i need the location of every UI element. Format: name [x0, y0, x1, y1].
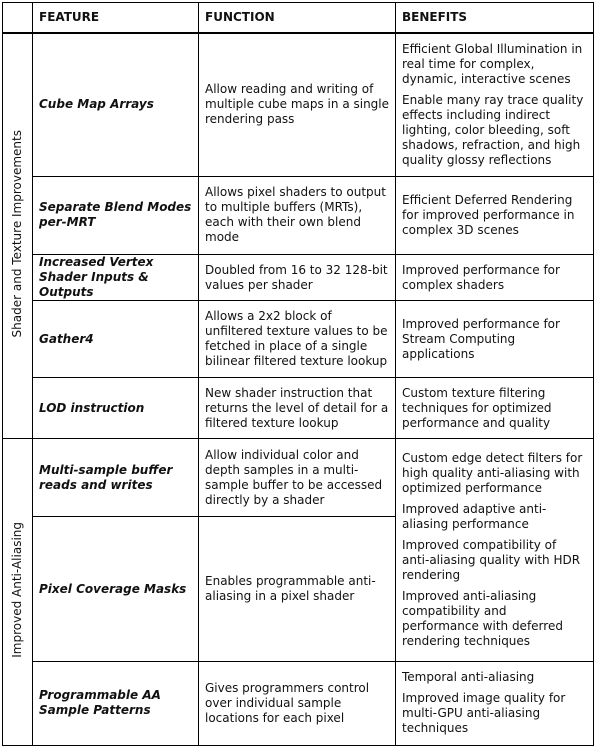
function-cell: New shader instruction that returns the level of detail for a filtered texture lookup: [199, 378, 396, 439]
benefit-text: Efficient Global Illumination in real time for complex, dynamic, interactive scenes: [402, 41, 583, 86]
benefits-cell: [396, 661, 594, 745]
function-cell: Enables programmable anti-aliasing in a pixel shader: [199, 517, 396, 661]
benefit-text: Custom edge detect filters for high quality anti-aliasing with optimized performance: [402, 451, 583, 496]
table-row: [3, 254, 594, 300]
header-feature: FEATURE: [33, 3, 199, 34]
benefit-text: Temporal anti-aliasing: [402, 670, 535, 685]
section-label: Shader and Texture Improvements: [10, 130, 24, 338]
table-row: [3, 176, 594, 254]
benefit-text: Enable many ray trace quality effects including indirect lighting, color bleeding, soft shadows, refraction, and high quality glossy reflections: [402, 92, 584, 167]
function-cell: Allow individual color and depth samples in a multi-sample buffer to be accessed directly by a shader: [199, 439, 396, 517]
feature-cell: Cube Map Arrays: [33, 33, 199, 176]
benefits-cell: [396, 301, 594, 378]
table-row: [3, 301, 594, 378]
section-label-cell: [3, 439, 33, 746]
function-cell: Gives programmers control over individual sample locations for each pixel: [199, 661, 396, 745]
function-cell: Allows pixel shaders to output to multiple buffers (MRTs), each with their own blend mode: [199, 176, 396, 254]
feature-cell: LOD instruction: [33, 378, 199, 439]
header-benefits: BENEFITS: [396, 3, 594, 34]
feature-table: [2, 2, 594, 746]
benefit-text: Improved compatibility of anti-aliasing quality with HDR rendering: [402, 538, 581, 583]
benefits-cell: [396, 378, 594, 439]
header-function: FUNCTION: [199, 3, 396, 34]
feature-cell: Separate Blend Modes per-MRT: [33, 176, 199, 254]
feature-cell: Increased Vertex Shader Inputs & Outputs: [33, 254, 199, 300]
benefit-text: Improved adaptive anti-aliasing performance: [402, 502, 547, 532]
benefits-cell: [396, 254, 594, 300]
benefits-cell: [396, 33, 594, 176]
function-cell: Allow reading and writing of multiple cube maps in a single rendering pass: [199, 33, 396, 176]
benefit-text: Efficient Deferred Rendering for improved performance in complex 3D scenes: [402, 192, 575, 237]
feature-cell: Pixel Coverage Masks: [33, 517, 199, 661]
table-row: [3, 378, 594, 439]
table-row: [3, 439, 594, 517]
section-label: Improved Anti-Aliasing: [10, 522, 24, 659]
benefits-cell: [396, 439, 594, 661]
table-header-row: [3, 3, 594, 34]
benefit-text: Improved anti-aliasing compatibility and performance with deferred rendering techniques: [402, 589, 563, 649]
function-cell: Allows a 2x2 block of unfiltered texture values to be fetched in place of a single bilinear filtered texture lookup: [199, 301, 396, 378]
benefit-text: Improved performance for complex shaders: [402, 262, 560, 292]
header-spacer: [3, 3, 33, 34]
function-cell: Doubled from 16 to 32 128-bit values per shader: [199, 254, 396, 300]
feature-cell: Programmable AA Sample Patterns: [33, 661, 199, 745]
benefit-text: Improved image quality for multi-GPU anti-aliasing techniques: [402, 691, 566, 736]
section-label-cell: [3, 33, 33, 439]
table-row: [3, 661, 594, 745]
benefit-text: Improved performance for Stream Computing applications: [402, 316, 560, 361]
benefits-cell: [396, 176, 594, 254]
feature-cell: Multi-sample buffer reads and writes: [33, 439, 199, 517]
feature-cell: Gather4: [33, 301, 199, 378]
benefit-text: Custom texture filtering techniques for optimized performance and quality: [402, 385, 552, 430]
table-row: [3, 33, 594, 176]
